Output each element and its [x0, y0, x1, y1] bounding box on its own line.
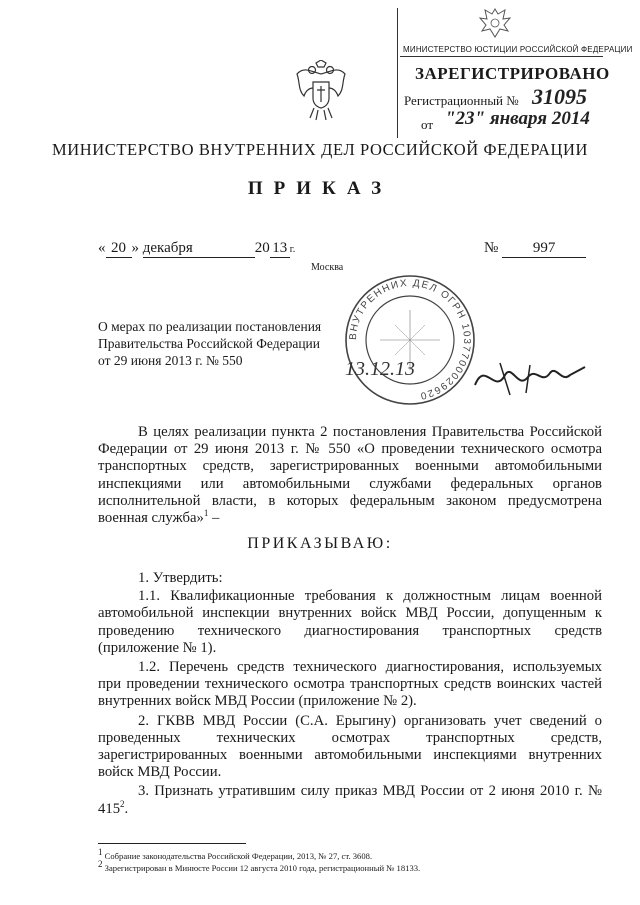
date-quote-open: «: [98, 240, 106, 256]
date-month: декабря: [143, 240, 255, 258]
item-1: 1. Утвердить:: [138, 570, 223, 586]
stamp-divider: [400, 56, 603, 57]
date-year-prefix: 20: [254, 240, 270, 256]
subject-line: Правительства Российской Федерации: [98, 336, 320, 351]
eagle-emblem-icon: [475, 5, 515, 41]
signature: [470, 355, 590, 405]
preamble: [98, 424, 602, 527]
footnote-2: [98, 858, 421, 875]
item-3-text: 3. Признать утратившим силу приказ МВД России от 2 июня 2010 г. № 415: [98, 783, 602, 817]
order-date: [98, 240, 295, 258]
date-quote-close: »: [131, 240, 139, 256]
city: Москва: [311, 262, 344, 273]
footnote-text: Зарегистрирован в Минюсте России 12 августа 2010 года, регистрационный № 18133.: [102, 862, 421, 873]
ministry-title: МИНИСТЕРСТВО ВНУТРЕННИХ ДЕЛ РОССИЙСКОЙ ФЕДЕРАЦИИ: [51, 140, 589, 159]
footnote-divider: [98, 843, 246, 844]
footnote-ref: 2: [120, 798, 125, 809]
number-sign: №: [484, 240, 499, 256]
seal-ring-text: ВНУТРЕННИХ ДЕЛ ОГРН 1037700029620: [347, 277, 473, 402]
registration-number-label: Регистрационный №: [404, 93, 519, 108]
footnote-ref: 1: [203, 508, 209, 519]
item-3: [98, 783, 602, 817]
registration-date-label: от: [421, 117, 434, 132]
item-3-tail: .: [124, 800, 129, 817]
item-2: 2. ГКВВ МВД России (С.А. Ерыгину) организовать учет сведений о проведенных технических осмотрах транспортных средств, зарегистрированных военными автомобильными инспекциями внутренних войск МВД России.: [98, 712, 602, 781]
footnote-1: [98, 847, 420, 863]
number-value: 997: [502, 240, 586, 258]
order-subject: [98, 318, 328, 369]
date-year-suffix: 13: [270, 240, 290, 258]
footnote-number: 1: [98, 847, 103, 858]
registration-date-handwritten: "23" января 2014: [445, 108, 590, 129]
item-1-1: 1.1. Квалификационные требования к должностным лицам военной автомобильной инспекции внутренних войск МВД России, допущенным к проведению технического диагностирования транспортных средств (приложение № 1).: [98, 588, 602, 656]
footnote-text: Собрание законодательства Российской Федерации, 2013, № 27, ст. 3608.: [102, 851, 373, 861]
footnotes: [98, 847, 421, 874]
date-day: 20: [106, 240, 132, 258]
date-year-abbr: г.: [289, 244, 296, 255]
item-1-2: 1.2. Перечень средств технического диагностирования, используемых при проведении технического осмотра транспортных средств воинских частей внутренних войск МВД России (приложение № 2).: [98, 659, 602, 710]
order-directive: ПРИКАЗЫВАЮ:: [247, 535, 393, 552]
subject-line: от 29 июня 2013 г. № 550: [98, 353, 243, 368]
official-seal-icon: [340, 270, 480, 410]
preamble-tail: –: [208, 510, 220, 527]
preamble-text: В целях реализации пункта 2 постановления Правительства Российской Федерации от 29 июня 2013 г. № 550 «О проведении технического осмотра транспортных средств, зарегистрированных военными автомобильными инспекциями или автомобильными службами федеральных органов исполнительной власти, в которых федеральным законом предусмотрена военная служба»: [98, 424, 602, 527]
registration-number-handwritten: 31095: [532, 84, 587, 109]
seal-handwritten-date: 13.12.13: [345, 358, 415, 380]
registration-ministry: МИНИСТЕРСТВО ЮСТИЦИИ РОССИЙСКОЙ ФЕДЕРАЦИИ: [403, 45, 633, 54]
footnote-number: 2: [98, 858, 103, 869]
order-number: [484, 240, 586, 258]
subject-line: О мерах по реализации постановления: [98, 319, 322, 334]
coat-of-arms-icon: [294, 60, 348, 124]
registration-title: ЗАРЕГИСТРИРОВАНО: [415, 64, 610, 83]
order-items: [98, 570, 602, 820]
document-type-title: ПРИКАЗ: [247, 178, 393, 199]
